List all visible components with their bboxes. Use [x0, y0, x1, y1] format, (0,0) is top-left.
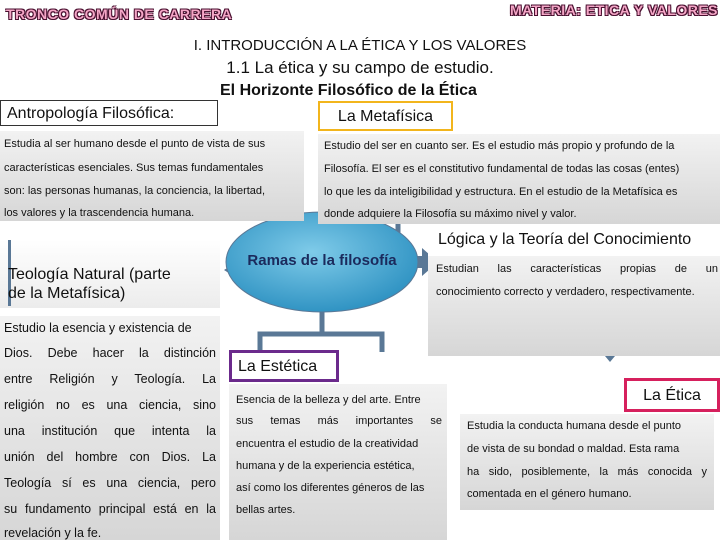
estetica-line: así como los diferentes géneros de las [236, 482, 425, 494]
teologia-line: una institución que intenta la [4, 424, 216, 438]
connector-bottom-fork [260, 312, 382, 352]
metafisica-body [318, 134, 720, 224]
antropologia-line: características esenciales. Sus temas fundamentales [4, 162, 264, 174]
teologia-line: revelación y la fe. [4, 526, 102, 540]
estetica-line: sus temas más importantes se [236, 415, 442, 427]
estetica-line: Esencia de la belleza y del arte. Entre [236, 394, 421, 406]
antropologia-line: los valores y la trascendencia humana. [4, 207, 195, 219]
estetica-line: bellas artes. [236, 504, 296, 516]
etica-line: ha sido, posiblemente, la más conocida y [467, 466, 707, 478]
title-line2: 1.1 La ética y su campo de estudio. [226, 58, 494, 77]
logica-line: conocimiento correcto y verdadero, respectivamente. [436, 286, 695, 298]
etica-line: comentada en el género humano. [467, 488, 632, 500]
etica-title: La Ética [643, 387, 701, 404]
antropologia-line: son: las personas humanas, la conciencia, la libertad, [4, 185, 266, 197]
teologia-title-line2: de la Metafísica) [8, 285, 126, 302]
antropologia-line: Estudia al ser humano desde el punto de vista de sus [4, 138, 266, 150]
teologia-line: entre Religión y Teología. La [4, 372, 216, 386]
estetica-title-box [229, 350, 339, 382]
teologia-line: Teología sí es una ciencia, pero [4, 476, 216, 490]
logica-line: Estudian las características propias de un [436, 263, 718, 275]
antropologia-title-box [0, 100, 218, 126]
estetica-body [229, 384, 447, 540]
metafisica-line: lo que les da inteligibilidad y estructura. En el estudio de la Metafísica es [324, 186, 678, 198]
logica-body [428, 256, 720, 356]
etica-line: de vista de su bondad o maldad. Esta rama [467, 443, 680, 455]
teologia-line: Dios. Debe hacer la distinción [4, 346, 216, 360]
teologia-body [0, 316, 220, 540]
antropologia-body [0, 131, 304, 221]
teologia-line: religión no es una ciencia, sino [4, 398, 216, 412]
teologia-line: unión del hombre con Dios. La [4, 450, 216, 464]
teologia-title-line1: Teología Natural (parte [8, 266, 171, 283]
etica-line: Estudia la conducta humana desde el punto [467, 420, 682, 432]
header-right: MATERIA: ETICA Y VALORES [509, 2, 718, 18]
metafisica-line: Estudio del ser en cuanto ser. Es el estudio más propio y profundo de la [324, 140, 675, 152]
logica-title: Lógica y la Teoría del Conocimiento [438, 231, 692, 248]
etica-body [460, 414, 714, 510]
header-left: TRONCO COMÚN DE CARRERA [6, 6, 233, 22]
metafisica-line: donde adquiere la Filosofía su máximo nivel y valor. [324, 208, 577, 220]
antropologia-title: Antropología Filosófica: [7, 105, 175, 122]
teologia-line: Estudio la esencia y existencia de [4, 321, 192, 335]
title-line1: I. INTRODUCCIÓN A LA ÉTICA Y LOS VALORES [193, 37, 527, 54]
teologia-line: su fundamento principal está en la [4, 502, 216, 516]
metafisica-title-box [318, 101, 453, 131]
teologia-title-box [0, 240, 220, 308]
metafisica-line: Filosofía. El ser es el constitutivo fundamental de todas las cosas (entes) [324, 163, 680, 175]
estetica-line: encuentra el estudio de la creatividad [236, 438, 419, 450]
logica-title-box [428, 226, 720, 256]
title-line3: El Horizonte Filosófico de la Ética [220, 82, 477, 99]
estetica-line: humana y de la experiencia estética, [236, 460, 415, 472]
ramas-hub-label: Ramas de la filosofía [247, 252, 397, 269]
estetica-title: La Estética [238, 358, 318, 375]
metafisica-title: La Metafísica [337, 108, 434, 125]
etica-title-box [624, 378, 720, 412]
